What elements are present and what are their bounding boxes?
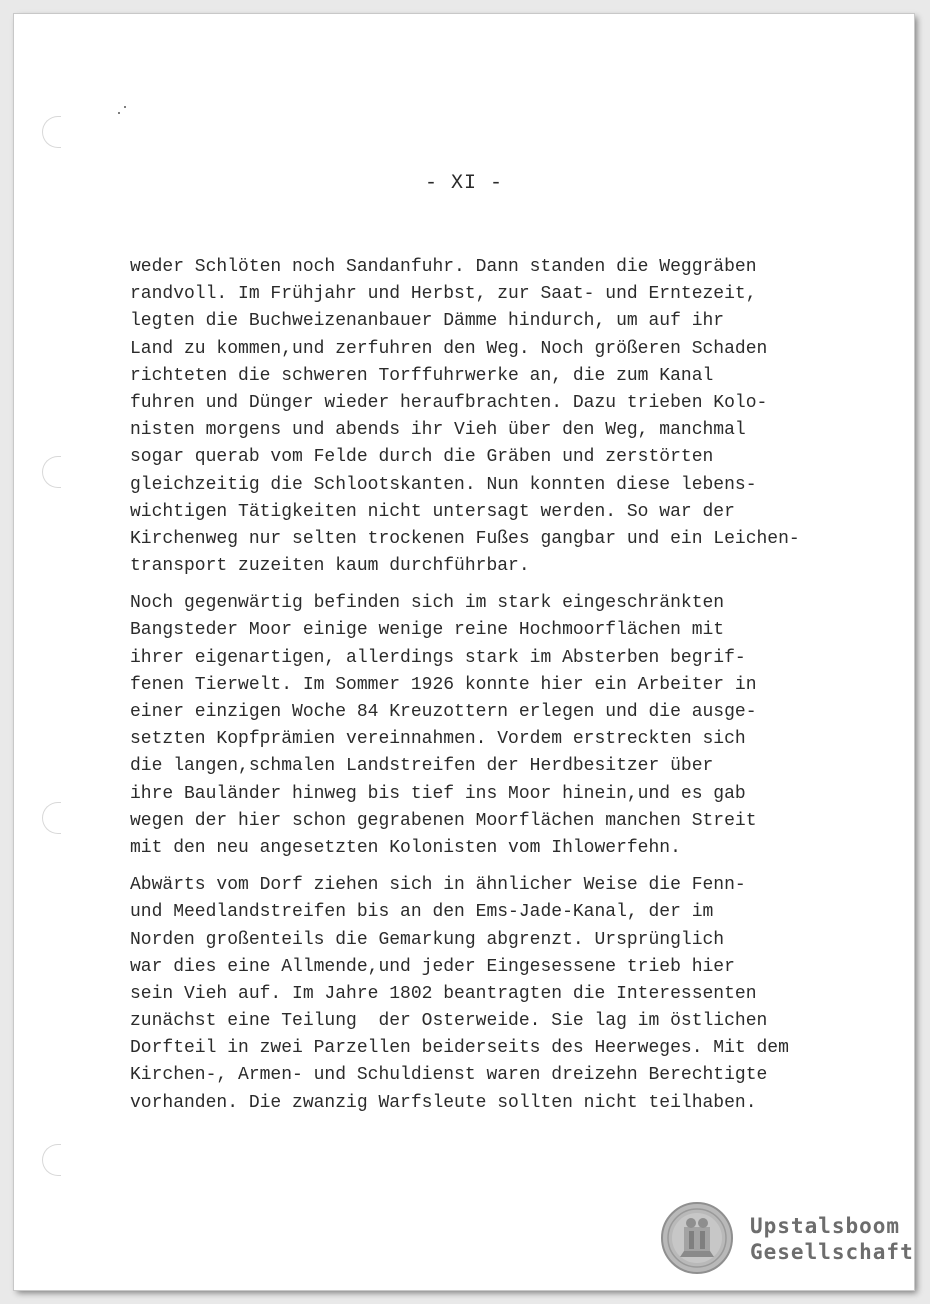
text-line: Abwärts vom Dorf ziehen sich in ähnlicher Weise die Fenn-: [130, 875, 746, 896]
text-line: Dorfteil in zwei Parzellen beiderseits des Heerweges. Mit dem: [130, 1038, 789, 1059]
logo-wordmark: [750, 1213, 914, 1265]
text-line: wichtigen Tätigkeiten nicht untersagt werden. So war der: [130, 501, 735, 522]
text-line: randvoll. Im Frühjahr und Herbst, zur Saat- und Erntezeit,: [130, 284, 757, 305]
text-line: und Meedlandstreifen bis an den Ems-Jade-Kanal, der im: [130, 902, 714, 923]
text-line: Bangsteder Moor einige wenige reine Hochmoorflächen mit: [130, 620, 725, 641]
text-line: vorhanden. Die zwanzig Warfsleute sollten nicht teilhaben.: [130, 1092, 757, 1113]
punch-hole-mark: [42, 1144, 61, 1176]
text-line: fuhren und Dünger wieder heraufbrachten. Dazu trieben Kolo-: [130, 392, 768, 413]
text-line: die langen,schmalen Landstreifen der Herdbesitzer über: [130, 756, 714, 777]
society-logo: [660, 1201, 914, 1281]
punch-hole-mark: [42, 116, 61, 148]
text-line: einer einzigen Woche 84 Kreuzottern erlegen und die ausge-: [130, 702, 757, 722]
text-line: weder Schlöten noch Sandanfuhr. Dann standen die Weggräben: [130, 257, 757, 277]
text-line: legten die Buchweizenanbauer Dämme hindurch, um auf ihr: [130, 311, 725, 332]
text-line: sogar querab vom Felde durch die Gräben und zerstörten: [130, 447, 714, 468]
text-line: ihrer eigenartigen, allerdings stark im Absterben begrif-: [130, 647, 746, 668]
text-line: nisten morgens und abends ihr Vieh über den Weg, manchmal: [130, 420, 746, 441]
text-line: Land zu kommen,und zerfuhren den Weg. Noch größeren Schaden: [130, 338, 768, 359]
text-line: zunächst eine Teilung der Osterweide. Sie lag im östlichen: [130, 1011, 768, 1032]
page-number: - XI -: [424, 172, 503, 195]
paragraph: [130, 590, 830, 862]
punch-hole-mark: [42, 802, 61, 834]
logo-line-1: Upstalsboom: [750, 1214, 901, 1238]
text-line: Noch gegenwärtig befinden sich im stark eingeschränkten: [130, 593, 725, 614]
text-line: setzten Kopfprämien vereinnahmen. Vordem erstreckten sich: [130, 729, 746, 750]
text-line: war dies eine Allmende,und jeder Eingesessene trieb hier: [130, 956, 735, 977]
text-line: Norden großenteils die Gemarkung abgrenzt. Ursprünglich: [130, 929, 725, 950]
text-line: Kirchen-, Armen- und Schuldienst waren dreizehn Berechtigte: [130, 1065, 768, 1086]
scan-speck: [118, 112, 120, 114]
text-line: Kirchenweg nur selten trockenen Fußes gangbar und ein Leichen-: [130, 528, 800, 549]
seal-icon: [660, 1201, 734, 1275]
text-line: gleichzeitig die Schlootskanten. Nun konnten diese lebens-: [130, 474, 757, 495]
paragraph: [130, 254, 830, 580]
text-line: ihre Bauländer hinweg bis tief ins Moor hinein,und es gab: [130, 783, 746, 804]
text-line: mit den neu angesetzten Kolonisten vom Ihlowerfehn.: [130, 837, 681, 858]
scan-speck: [124, 106, 126, 108]
punch-hole-mark: [42, 456, 61, 488]
paragraph: [130, 872, 830, 1117]
text-line: sein Vieh auf. Im Jahre 1802 beantragten die Interessenten: [130, 983, 757, 1004]
body-text: [130, 254, 830, 1127]
text-line: richteten die schweren Torffuhrwerke an, die zum Kanal: [130, 365, 714, 386]
text-line: wegen der hier schon gegrabenen Moorflächen manchen Streit: [130, 810, 757, 831]
text-line: fenen Tierwelt. Im Sommer 1926 konnte hier ein Arbeiter in: [130, 674, 757, 695]
text-line: transport zuzeiten kaum durchführbar.: [130, 556, 530, 577]
logo-line-2: Gesellschaft: [750, 1240, 914, 1264]
document-page: [14, 14, 914, 1290]
